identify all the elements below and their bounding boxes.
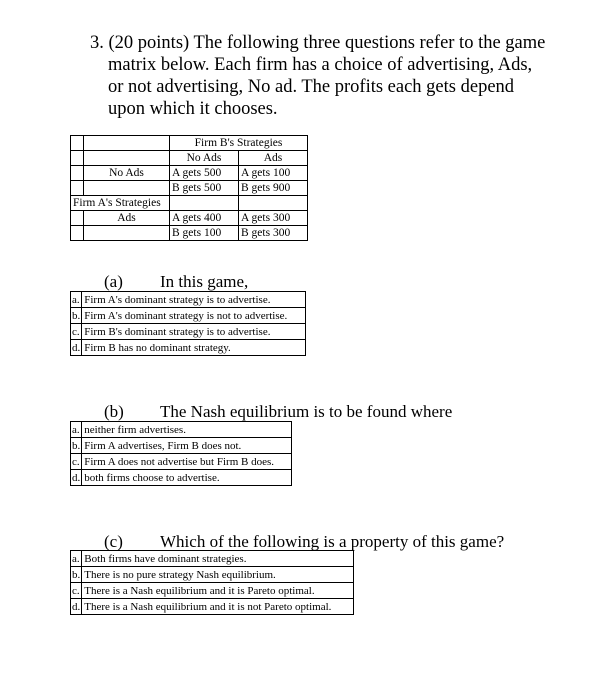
option-text: There is a Nash equilibrium and it is not Pareto optimal. (82, 599, 354, 615)
option-key: b. (72, 568, 81, 581)
firm-b-header: Firm B's Strategies (170, 136, 308, 151)
part-c-letter: (c) (104, 532, 123, 551)
part-a-prompt: In this game, (160, 272, 249, 291)
option-key: d. (72, 471, 81, 484)
matrix-blank-cell (71, 226, 84, 241)
option-row[interactable] (71, 567, 354, 583)
question-line-2: matrix below. Each firm has a choice of advertising, Ads, (108, 55, 533, 75)
cell-ads-ads-a: A gets 300 (239, 211, 308, 226)
part-a-title (104, 272, 248, 292)
payoff-matrix (70, 135, 308, 241)
option-row[interactable] (71, 551, 354, 567)
option-text: Firm A does not advertise but Firm B does. (82, 454, 292, 470)
cell-ads-noads-b: B gets 100 (170, 226, 239, 241)
option-key: b. (72, 309, 81, 322)
option-text: neither firm advertises. (82, 422, 292, 438)
option-row[interactable] (71, 583, 354, 599)
part-c-prompt: Which of the following is a property of this game? (160, 532, 505, 551)
matrix-row-noads-b (71, 181, 308, 196)
option-row[interactable] (71, 324, 306, 340)
option-key: a. (71, 292, 82, 308)
matrix-blank-cell (71, 181, 84, 196)
part-a-options (70, 291, 306, 356)
option-text: Firm B has no dominant strategy. (82, 340, 306, 356)
part-b-title (104, 402, 452, 422)
matrix-corner-left (71, 136, 84, 151)
matrix-blank-cell (170, 196, 239, 211)
option-row[interactable] (71, 438, 292, 454)
option-key: d. (72, 341, 81, 354)
col-header-no-ads: No Ads (170, 151, 239, 166)
question-line-3: or not advertising, No ad. The profits each gets depend (108, 77, 515, 97)
option-text: There is no pure strategy Nash equilibrium. (82, 567, 354, 583)
part-b-letter: (b) (104, 402, 124, 421)
option-text: Firm A's dominant strategy is to advertise. (82, 292, 306, 308)
matrix-blank-cell (84, 226, 170, 241)
firm-a-label: Firm A's Strategies (71, 196, 170, 211)
part-c-options (70, 550, 354, 615)
option-key: a. (71, 551, 82, 567)
option-row[interactable] (71, 470, 292, 486)
matrix-blank-cell (71, 166, 84, 181)
option-text: Firm B's dominant strategy is to advertise. (82, 324, 306, 340)
matrix-blank-cell (239, 196, 308, 211)
option-text: Firm A advertises, Firm B does not. (82, 438, 292, 454)
col-header-ads: Ads (239, 151, 308, 166)
matrix-row-columns (71, 151, 308, 166)
cell-noads-noads-b: B gets 500 (170, 181, 239, 196)
matrix-row-firm-a (71, 196, 308, 211)
option-key: c. (71, 583, 82, 599)
option-key: c. (71, 324, 82, 340)
cell-ads-noads-a: A gets 400 (170, 211, 239, 226)
matrix-row-ads-b (71, 226, 308, 241)
cell-ads-ads-b: B gets 300 (239, 226, 308, 241)
option-text: There is a Nash equilibrium and it is Pareto optimal. (82, 583, 354, 599)
cell-noads-ads-a: A gets 100 (239, 166, 308, 181)
part-a-letter: (a) (104, 272, 123, 291)
option-key: c. (71, 454, 82, 470)
option-row[interactable] (71, 454, 292, 470)
question-line-1: 3. (20 points) The following three questions refer to the game (90, 33, 546, 53)
question-line-4: upon which it chooses. (108, 99, 278, 119)
matrix-blank-cell (84, 151, 170, 166)
part-c-title (104, 532, 504, 552)
part-b-prompt: The Nash equilibrium is to be found where (160, 402, 453, 421)
option-text: Both firms have dominant strategies. (82, 551, 354, 567)
matrix-blank-cell (71, 151, 84, 166)
option-row[interactable] (71, 422, 292, 438)
option-row[interactable] (71, 599, 354, 615)
question-text (90, 32, 560, 120)
option-row[interactable] (71, 308, 306, 324)
option-key: d. (72, 600, 81, 613)
cell-noads-noads-a: A gets 500 (170, 166, 239, 181)
matrix-blank-cell (71, 211, 84, 226)
matrix-row-noads-a (71, 166, 308, 181)
matrix-corner (84, 136, 170, 151)
option-key: a. (71, 422, 82, 438)
option-row[interactable] (71, 292, 306, 308)
cell-noads-ads-b: B gets 900 (239, 181, 308, 196)
matrix-blank-cell (84, 181, 170, 196)
matrix-row-header (71, 136, 308, 151)
option-text: both firms choose to advertise. (82, 470, 292, 486)
row-header-no-ads: No Ads (84, 166, 170, 181)
part-b-options (70, 421, 292, 486)
option-row[interactable] (71, 340, 306, 356)
option-text: Firm A's dominant strategy is not to advertise. (82, 308, 306, 324)
option-key: b. (72, 439, 81, 452)
row-header-ads: Ads (84, 211, 170, 226)
matrix-row-ads-a (71, 211, 308, 226)
